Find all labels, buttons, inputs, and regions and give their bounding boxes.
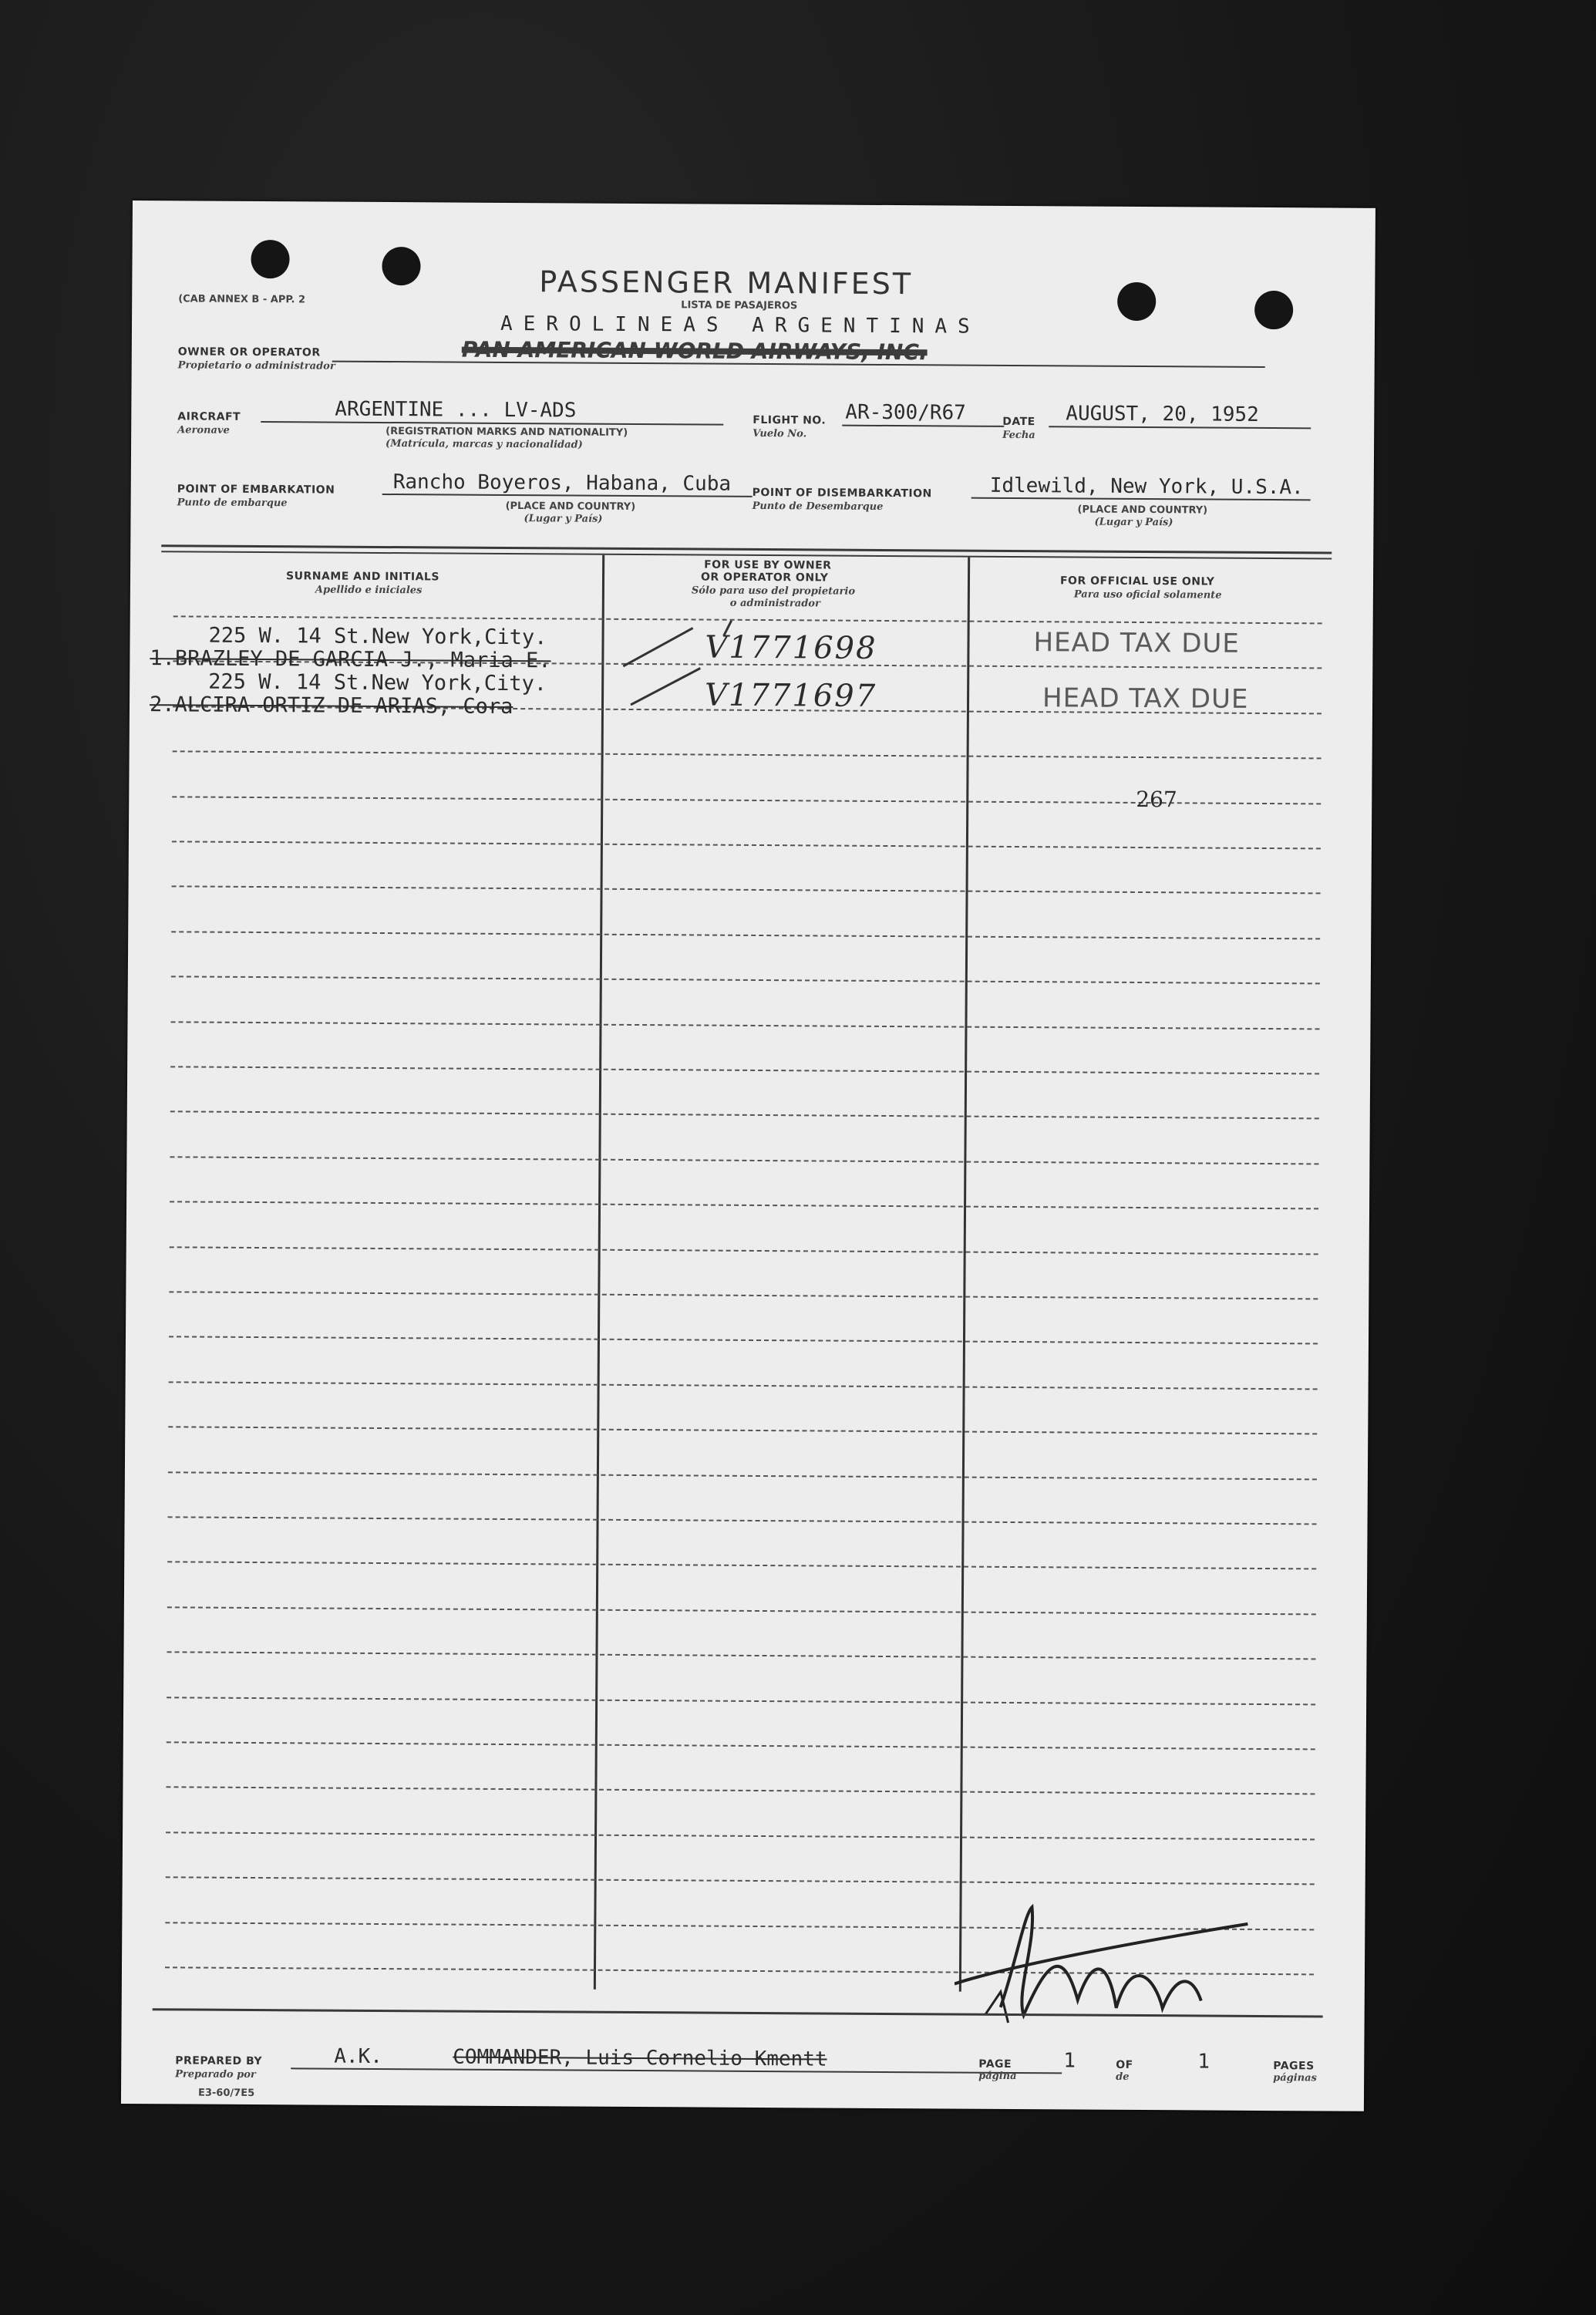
commander-name: COMMANDER, Luis Cornelio Kmentt <box>453 2045 827 2071</box>
punch-hole <box>382 247 420 285</box>
disembark-place-note: (PLACE AND COUNTRY) <box>1077 504 1208 517</box>
row-rule <box>169 1336 1318 1344</box>
row-rule <box>170 1021 1319 1029</box>
footer-form-code: E3-60/7E5 <box>197 2087 255 2100</box>
embark-value: Rancho Boyeros, Habana, Cuba <box>392 470 732 496</box>
embark-place-note-es: (Lugar y País) <box>524 513 603 525</box>
aircraft-rule <box>261 421 723 426</box>
page-value: 1 <box>1063 2049 1076 2073</box>
row-rule <box>169 1381 1318 1390</box>
ticket-checkmarks <box>608 605 747 721</box>
page-title: PASSENGER MANIFEST <box>539 265 914 302</box>
pages-label-es: páginas <box>1273 2072 1317 2084</box>
flight-label-es: Vuelo No. <box>753 427 807 440</box>
column-divider <box>959 558 970 1992</box>
row-rule <box>168 1516 1317 1525</box>
aircraft-value: ARGENTINE ... LV-ADS <box>335 397 577 423</box>
owner-label-es: Propietario o administrador <box>177 359 335 372</box>
of-label: OF <box>1116 2058 1133 2071</box>
col-owner-header-2: OR OPERATOR ONLY <box>700 571 829 585</box>
row-rule <box>170 1201 1318 1209</box>
disembark-place-note-es: (Lugar y País) <box>1094 516 1173 529</box>
page-label: PAGE <box>978 2057 1012 2071</box>
aircraft-label: AIRCRAFT <box>177 410 241 423</box>
date-value: AUGUST, 20, 1952 <box>1066 402 1259 426</box>
disembark-label: POINT OF DISEMBARKATION <box>752 486 932 500</box>
punch-hole <box>1117 282 1156 321</box>
date-rule <box>1049 426 1311 429</box>
disembark-value: Idlewild, New York, U.S.A. <box>989 473 1304 500</box>
row-rule <box>167 1741 1315 1750</box>
col-official-header-es: Para uso oficial solamente <box>1073 588 1222 601</box>
ticket-number: V1771698 <box>705 629 877 666</box>
col-surname-header-es: Apellido e iniciales <box>315 584 423 597</box>
row-rule <box>167 1561 1316 1569</box>
column-divider <box>594 555 604 1990</box>
owner-struck: PAN AMERICAN WORLD AIRWAYS, INC. <box>461 336 928 366</box>
date-label: DATE <box>1002 415 1035 429</box>
row-rule <box>170 1246 1318 1255</box>
row-rule <box>167 1606 1316 1615</box>
row-rule <box>168 1471 1317 1480</box>
form-code: (CAB ANNEX B - APP. 2 <box>178 293 306 306</box>
col-surname-header: SURNAME AND INITIALS <box>285 570 440 584</box>
row-rule <box>172 885 1321 894</box>
flight-label: FLIGHT NO. <box>753 413 827 427</box>
aircraft-note-es: (Matrícula, marcas y nacionalidad) <box>386 438 583 451</box>
page-label-es: página <box>978 2070 1017 2083</box>
row-rule <box>167 1697 1315 1705</box>
date-label-es: Fecha <box>1002 429 1035 442</box>
flight-value: AR-300/R67 <box>845 400 966 425</box>
owner-value: AEROLINEAS ARGENTINAS <box>500 312 981 339</box>
passenger-address: 225 W. 14 St.New York,City. <box>208 623 547 650</box>
prepared-value: A.K. <box>334 2044 383 2069</box>
row-rule <box>166 1786 1315 1794</box>
of-label-es: de <box>1116 2071 1130 2083</box>
passenger-name: 2.ALCIRA ORTIZ DE ARIAS, Cora <box>149 692 513 719</box>
col-owner-header-es: Sólo para uso del propietario <box>691 585 856 598</box>
row-rule <box>166 1831 1315 1840</box>
embark-label-es: Punto de embarque <box>177 497 288 510</box>
passenger-name: 1.BRAZLEY DE GARCIA J., Maria E. <box>150 646 551 673</box>
row-rule <box>166 1876 1315 1885</box>
col-owner-header: FOR USE BY OWNER <box>704 558 832 572</box>
col-owner-header-es-2: o administrador <box>729 597 820 610</box>
official-number: 267 <box>1136 786 1177 813</box>
row-rule <box>169 1291 1318 1299</box>
head-tax-stamp: HEAD TAX DUE <box>1042 682 1249 715</box>
row-rule <box>168 1426 1317 1434</box>
flight-rule <box>842 425 1004 427</box>
owner-label: OWNER OR OPERATOR <box>177 345 321 359</box>
row-rule <box>170 1156 1318 1164</box>
of-value: 1 <box>1197 2050 1210 2074</box>
row-rule <box>173 750 1322 759</box>
pages-label: PAGES <box>1273 2060 1315 2073</box>
row-rule <box>171 976 1320 984</box>
row-rule <box>170 1110 1319 1119</box>
commander-signature <box>954 1899 1278 2040</box>
passenger-address: 225 W. 14 St.New York,City. <box>208 669 547 696</box>
row-rule <box>173 615 1322 624</box>
row-rule <box>170 1066 1319 1074</box>
col-official-header: FOR OFFICIAL USE ONLY <box>1059 575 1215 588</box>
row-rule <box>171 931 1320 939</box>
manifest-sheet <box>121 200 1375 2111</box>
punch-hole <box>251 240 289 278</box>
page-subtitle: LISTA DE PASAJEROS <box>681 299 798 312</box>
embark-place-note: (PLACE AND COUNTRY) <box>505 500 636 513</box>
row-rule <box>172 841 1321 849</box>
prepared-label: PREPARED BY <box>175 2054 263 2068</box>
head-tax-stamp: HEAD TAX DUE <box>1033 627 1240 659</box>
ticket-number: V1771697 <box>704 677 877 714</box>
disembark-label-es: Punto de Desembarque <box>752 500 884 513</box>
aircraft-label-es: Aeronave <box>177 424 230 436</box>
prepared-label-es: Preparado por <box>175 2068 256 2081</box>
aircraft-note: (REGISTRATION MARKS AND NATIONALITY) <box>386 426 628 439</box>
punch-hole <box>1254 291 1293 329</box>
embark-label: POINT OF EMBARKATION <box>177 483 335 497</box>
row-rule <box>167 1651 1315 1660</box>
